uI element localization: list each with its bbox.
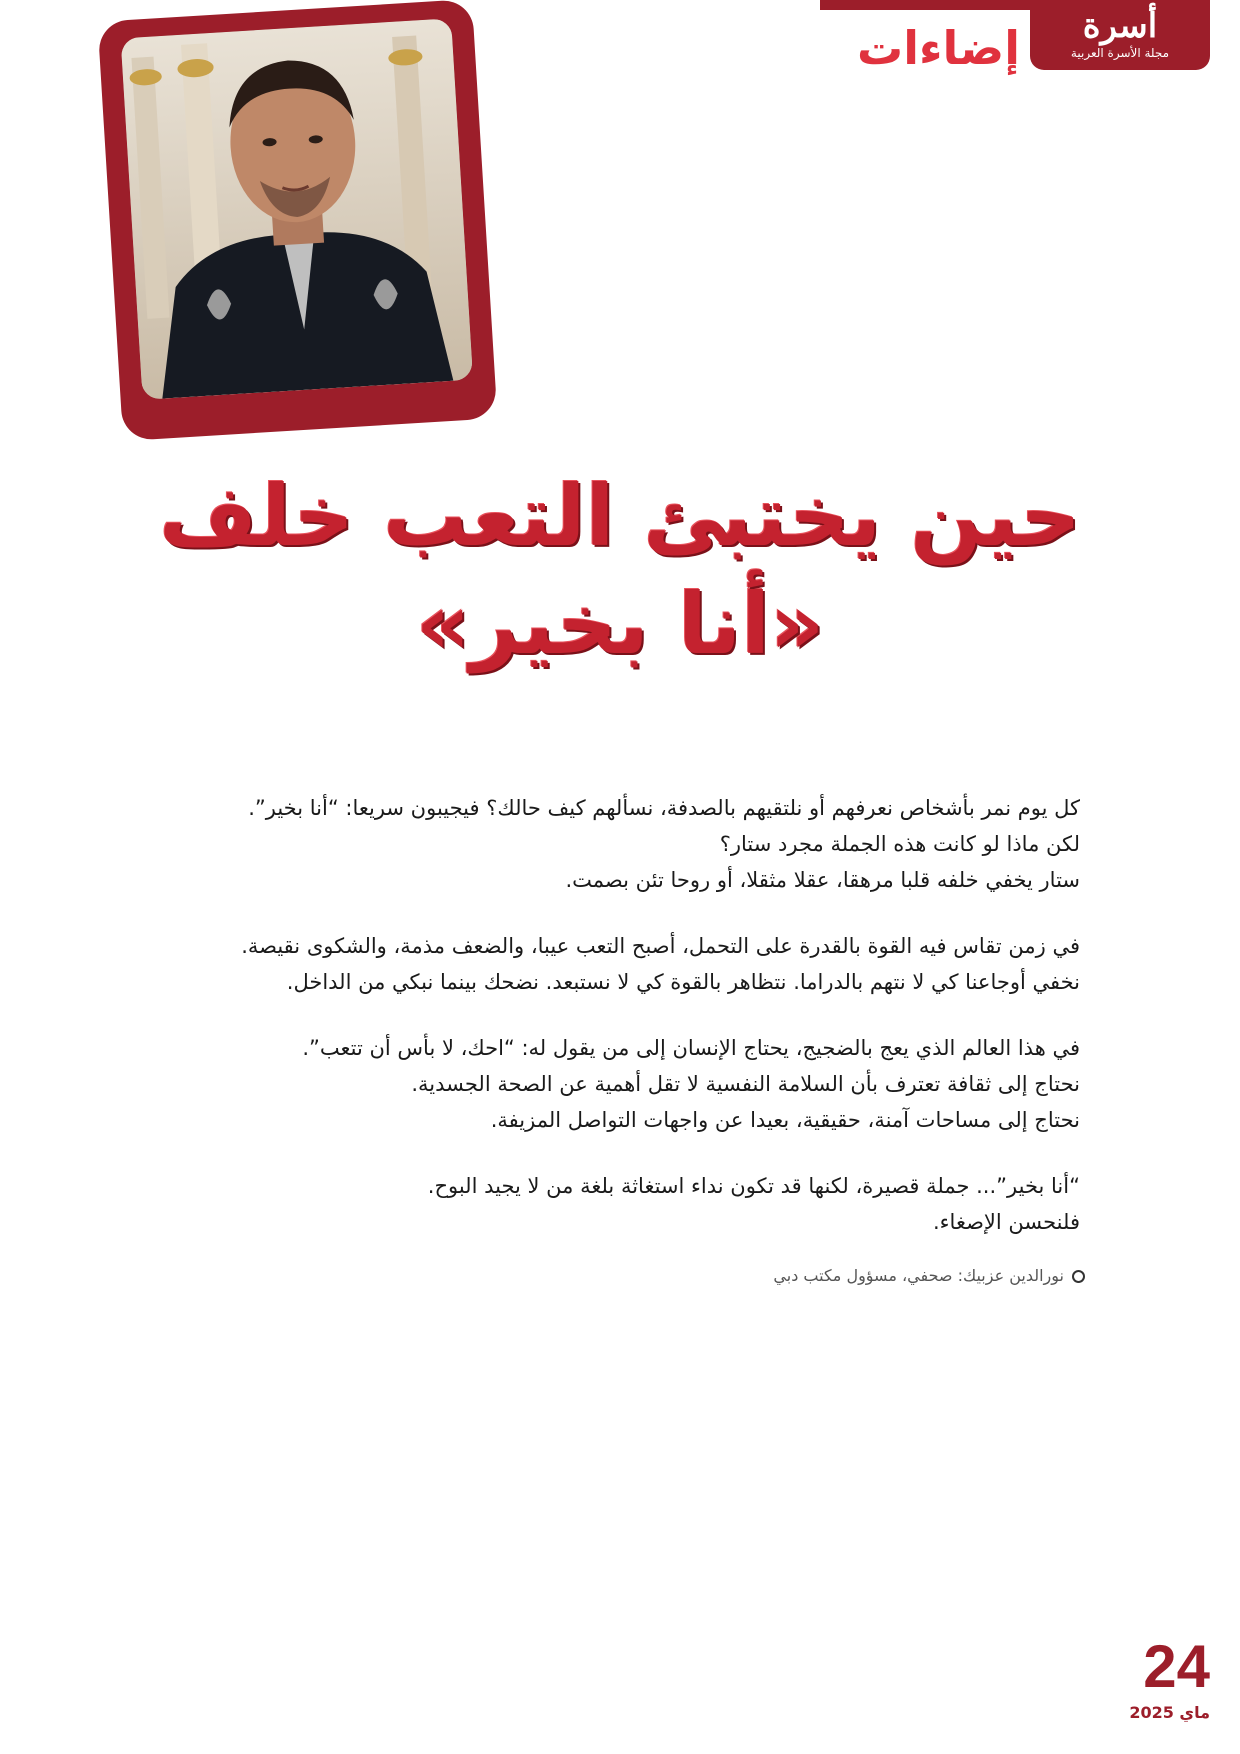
paragraph-line: نحتاج إلى مساحات آمنة، حقيقية، بعيدا عن واجهات التواصل المزيفة. (490, 1108, 1080, 1132)
page-number: 24 (1143, 1633, 1210, 1700)
paragraph (145, 790, 1080, 898)
paragraph-line: كل يوم نمر بأشخاص نعرفهم أو نلتقيهم بالصدفة، نسألهم كيف حالك؟ فيجيبون سريعا: “أنا بخير”. (248, 796, 1080, 820)
author-photo (121, 18, 473, 400)
logo-wordmark: أسرة (1082, 6, 1158, 46)
article-headline (150, 462, 1090, 678)
magazine-logo (1030, 0, 1210, 70)
author-byline (545, 1264, 1085, 1288)
author-photo-frame (98, 0, 498, 441)
paragraph-line: لكن ماذا لو كانت هذه الجملة مجرد ستار؟ (719, 832, 1080, 856)
bullet-icon (1072, 1270, 1085, 1283)
logo-tagline: مجلة الأسرة العربية (1070, 46, 1170, 60)
paragraph-line: نحتاج إلى ثقافة تعترف بأن السلامة النفسية لا تقل أهمية عن الصحة الجسدية. (411, 1072, 1080, 1096)
paragraph (145, 1030, 1080, 1138)
headline-line-2: «أنا بخير» (415, 575, 825, 673)
issue-date: ماي 2025 (1129, 1703, 1210, 1722)
byline-text: نورالدين عزبيك: صحفي، مسؤول مكتب دبي (773, 1266, 1064, 1285)
paragraph-line: ستار يخفي خلفه قلبا مرهقا، عقلا مثقلا، أو روحا تئن بصمت. (565, 868, 1080, 892)
paragraph (145, 1168, 1080, 1240)
paragraph-line: نخفي أوجاعنا كي لا نتهم بالدراما. نتظاهر بالقوة كي لا نستبعد. نضحك بينما نبكي من الداخل. (286, 970, 1080, 994)
paragraph-line: “أنا بخير”... جملة قصيرة، لكنها قد تكون نداء استغاثة بلغة من لا يجيد البوح. (427, 1174, 1080, 1198)
article-body (145, 790, 1080, 1240)
author-portrait-illustration (121, 18, 473, 400)
paragraph (145, 928, 1080, 1000)
section-tag: إضاءات (857, 21, 1020, 75)
headline-line-1: حين يختبئ التعب خلف (159, 467, 1081, 565)
paragraph-line: في هذا العالم الذي يعج بالضجيج، يحتاج الإنسان إلى من يقول له: “احك، لا بأس أن تتعب”. (302, 1036, 1080, 1060)
paragraph-line: في زمن تقاس فيه القوة بالقدرة على التحمل، أصبح التعب عيبا، والضعف مذمة، والشكوى نقيصة. (241, 934, 1080, 958)
paragraph-line: فلنحسن الإصغاء. (933, 1210, 1080, 1234)
